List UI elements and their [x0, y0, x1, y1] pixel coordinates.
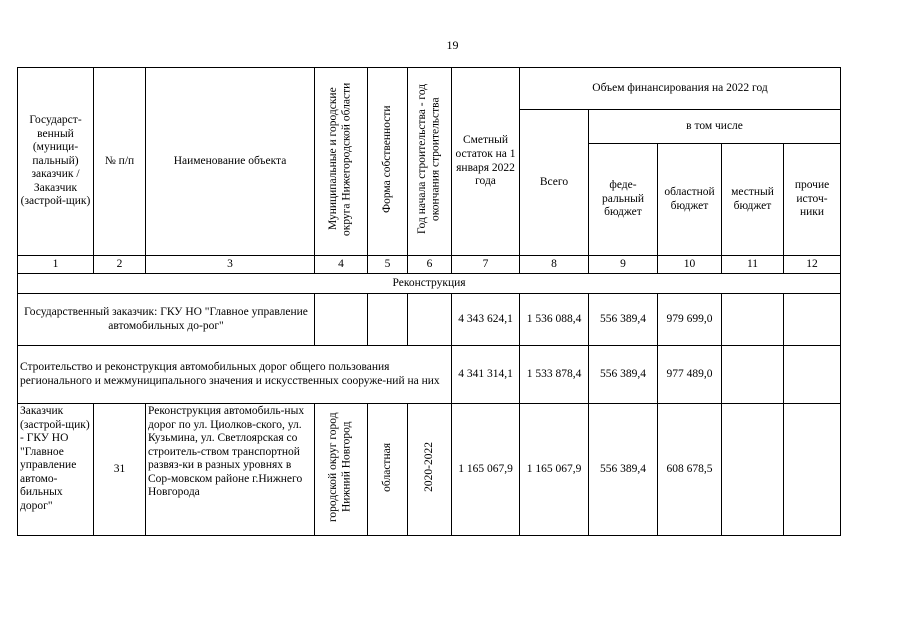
column-number: 8 [520, 256, 589, 274]
header-regional: областной бюджет [658, 144, 722, 256]
total-cell: 1 165 067,9 [520, 404, 589, 536]
empty-cell [315, 294, 368, 346]
item-years-text: 2020-2022 [422, 442, 435, 493]
header-other: прочие источ-ники [784, 144, 841, 256]
column-number: 1 [18, 256, 94, 274]
item-object-name: Реконструкция автомобиль-ных дорог по ул. Циолков-ского, ул. Кузьмина, ул. Светлоярская со строитель-ством транспортной развяз-ки в разных уровнях в Сор-мовском районе г.Нижнего Новгорода [146, 404, 315, 536]
local-cell [722, 404, 784, 536]
header-financing: Объем финансирования на 2022 год [520, 68, 841, 110]
empty-cell [368, 294, 408, 346]
construction-label: Строительство и реконструкция автомобильных дорог общего пользования регионального и межмуниципального значения и искусственных сооруже-ний на них [18, 346, 452, 404]
federal-cell: 556 389,4 [589, 346, 658, 404]
header-years-text: Год начала строительства - год окончания строительства [415, 84, 442, 235]
estimated-balance-cell: 1 165 067,9 [452, 404, 520, 536]
estimated-balance-cell: 4 341 314,1 [452, 346, 520, 404]
column-number: 2 [94, 256, 146, 274]
other-cell [784, 294, 841, 346]
other-cell [784, 346, 841, 404]
header-years [408, 68, 452, 256]
item-years [408, 404, 452, 536]
estimated-balance-cell: 4 343 624,1 [452, 294, 520, 346]
header-object-name: Наименование объекта [146, 68, 315, 256]
table-row-item [18, 404, 841, 536]
regional-cell: 979 699,0 [658, 294, 722, 346]
page-number: 19 [446, 38, 459, 52]
total-cell: 1 533 878,4 [520, 346, 589, 404]
column-number: 7 [452, 256, 520, 274]
item-num: 31 [94, 404, 146, 536]
item-municipality [315, 404, 368, 536]
item-customer: Заказчик (застрой-щик) - ГКУ НО "Главное управление автомо-бильных дорог" [18, 404, 94, 536]
column-numbers-row [18, 256, 841, 274]
regional-cell: 977 489,0 [658, 346, 722, 404]
column-number: 6 [408, 256, 452, 274]
header-estimated-balance: Сметный остаток на 1 января 2022 года [452, 68, 520, 256]
item-municipality-text: городской округ город Нижний Новгород [327, 412, 353, 523]
header-municipality-text: Муниципальные и городские округа Нижегородской области [327, 82, 353, 236]
column-number: 10 [658, 256, 722, 274]
federal-cell: 556 389,4 [589, 404, 658, 536]
table-row-construction [18, 346, 841, 404]
column-number: 12 [784, 256, 841, 274]
header-ownership [368, 68, 408, 256]
header-num: № п/п [94, 68, 146, 256]
column-number: 4 [315, 256, 368, 274]
header-federal: феде-ральный бюджет [589, 144, 658, 256]
header-municipality [315, 68, 368, 256]
financing-table [17, 67, 841, 536]
column-number: 9 [589, 256, 658, 274]
regional-cell: 608 678,5 [658, 404, 722, 536]
item-ownership-text: областная [380, 442, 393, 492]
other-cell [784, 404, 841, 536]
header-local: местный бюджет [722, 144, 784, 256]
header-including: в том числе [589, 110, 841, 144]
state-customer-label: Государственный заказчик: ГКУ НО "Главное управление автомобильных до-рог" [18, 294, 315, 346]
empty-cell [408, 294, 452, 346]
federal-cell: 556 389,4 [589, 294, 658, 346]
table-row-state-customer [18, 294, 841, 346]
column-number: 3 [146, 256, 315, 274]
column-number: 11 [722, 256, 784, 274]
header-ownership-text: Форма собственности [380, 105, 393, 213]
item-ownership [368, 404, 408, 536]
header-customer: Государст-венный (муници-пальный) заказчик / Заказчик (застрой-щик) [18, 68, 94, 256]
local-cell [722, 294, 784, 346]
local-cell [722, 346, 784, 404]
header-total: Всего [520, 110, 589, 256]
column-number: 5 [368, 256, 408, 274]
total-cell: 1 536 088,4 [520, 294, 589, 346]
section-title: Реконструкция [18, 274, 841, 294]
